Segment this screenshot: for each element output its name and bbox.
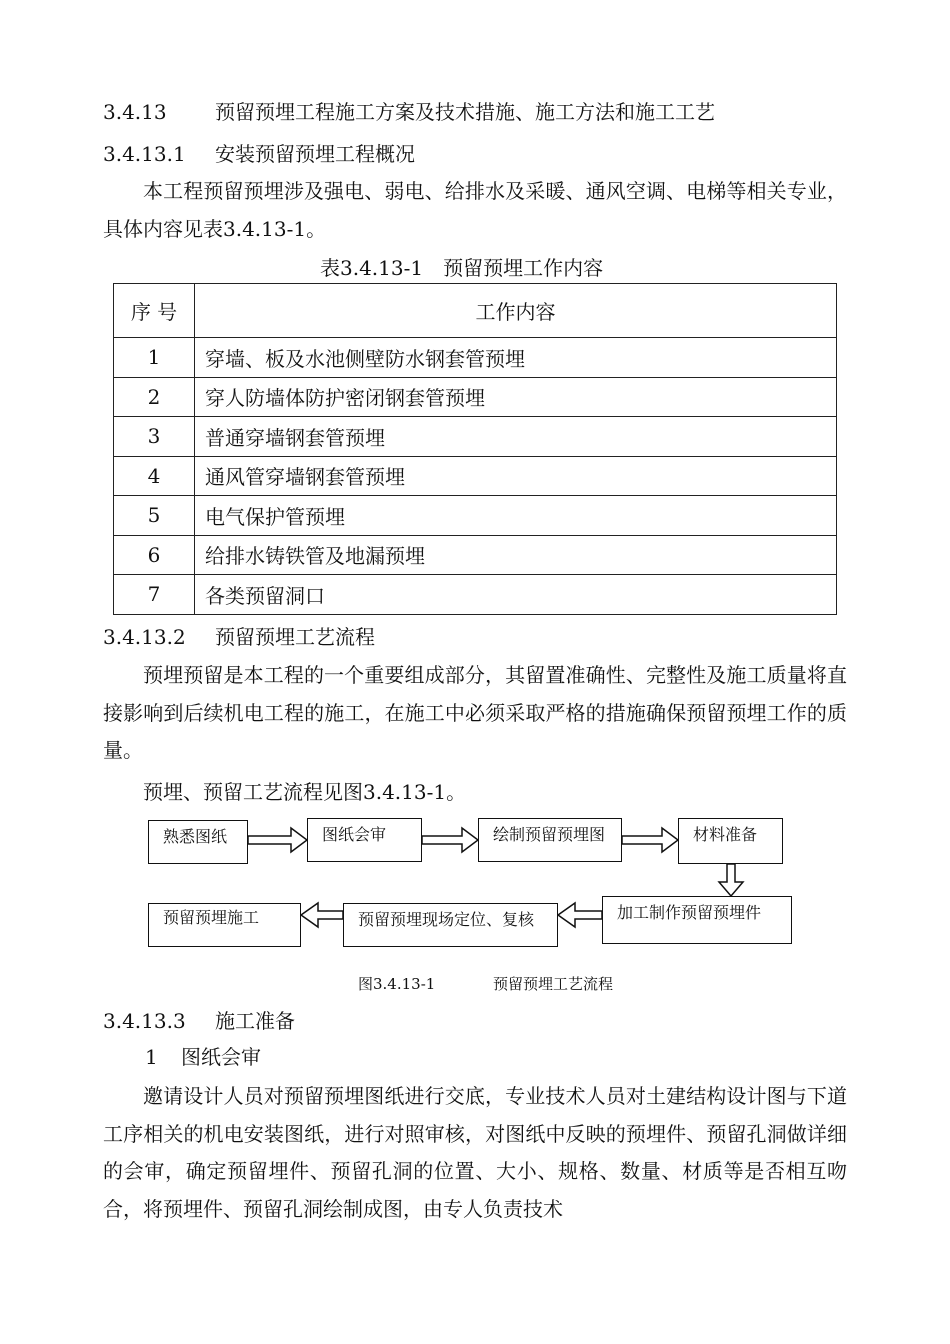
arrow-right-icon [622,828,678,852]
arrow-right-icon [422,828,478,852]
subsection-title-2: 预留预埋工艺流程 [215,625,375,649]
row-content: 给排水铸铁管及地漏预埋 [195,535,837,575]
flow-step-draw: 绘制预留预埋图 [478,818,622,862]
subsection-number-2: 3.4.13.2 [103,625,186,649]
row-serial: 3 [114,417,195,457]
subsection-number-3: 3.4.13.3 [103,1009,186,1033]
row-content: 通风管穿墙钢套管预埋 [195,456,837,496]
row-serial: 1 [114,338,195,378]
flow-step-familiarize: 熟悉图纸 [148,820,248,864]
subsection-heading-3 [103,1007,295,1035]
table-caption: 表3.4.13-1 预留预埋工作内容 [320,256,604,280]
flow-step-locate: 预留预埋现场定位、复核 [343,903,558,947]
row-serial: 6 [114,535,195,575]
arrow-down-icon [719,864,743,896]
figure-caption-number: 图3.4.13-1 [358,975,436,993]
arrow-left-icon [301,903,343,927]
arrow-left-icon [558,903,602,927]
subsection-title-3: 施工准备 [215,1009,295,1033]
row-serial: 2 [114,377,195,417]
flow-step-review: 图纸会审 [307,818,422,862]
figure-caption-text: 预留预埋工艺流程 [493,975,614,993]
row-content: 穿墙、板及水池侧壁防水钢套管预埋 [195,338,837,378]
flow-step-construct: 预留预埋施工 [148,903,301,947]
subsection-number-1: 3.4.13.1 [103,142,186,166]
item-title-1: 图纸会审 [181,1045,261,1069]
paragraph-flow-ref: 预埋、预留工艺流程见图3.4.13-1。 [143,780,467,804]
row-serial: 7 [114,575,195,615]
item-number-1: 1 [145,1045,158,1069]
header-content: 工作内容 [195,284,837,338]
row-content: 穿人防墙体防护密闭钢套管预埋 [195,377,837,417]
header-serial: 序 号 [114,284,195,338]
paragraph-importance: 预埋预留是本工程的一个重要组成部分，其留置准确性、完整性及施工质量将直接影响到后续机电工程的施工，在施工中必须采取严格的措施确保预留预埋工作的质量。 [103,663,847,762]
row-content: 各类预留洞口 [195,575,837,615]
section-number: 3.4.13 [103,100,167,124]
row-content: 电气保护管预埋 [195,496,837,536]
item-heading-1 [145,1043,261,1071]
row-serial: 5 [114,496,195,536]
flow-step-fabricate: 加工制作预留预埋件 [602,896,792,944]
arrow-right-icon [248,828,307,852]
section-title: 预留预埋工程施工方案及技术措施、施工方法和施工工艺 [215,100,715,124]
paragraph-drawing-review: 邀请设计人员对预留预埋图纸进行交底，专业技术人员对土建结构设计图与下道工序相关的机电安装图纸，进行对照审核，对图纸中反映的预埋件、预留孔洞做详细的会审，确定预留埋件、预留孔洞的位置、大小、规格、数量、材质等是否相互吻合，将预埋件、预留孔洞绘制成图，由专人负责技术 [103,1084,847,1221]
row-content: 普通穿墙钢套管预埋 [195,417,837,457]
paragraph-overview: 本工程预留预埋涉及强电、弱电、给排水及采暖、通风空调、电梯等相关专业，具体内容见表3.4.13-1。 [103,179,847,241]
subsection-title-1: 安装预留预埋工程概况 [215,142,415,166]
flow-step-materials: 材料准备 [678,818,783,864]
row-serial: 4 [114,456,195,496]
